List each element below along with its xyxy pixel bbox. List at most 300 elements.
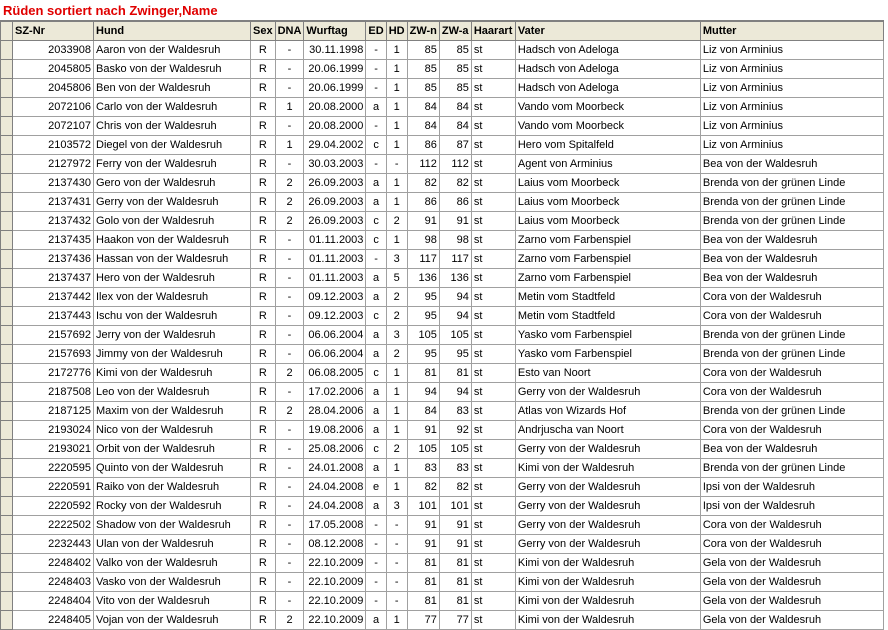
cell-zw-n[interactable]: 85 [407, 79, 439, 98]
cell-zw-a[interactable]: 112 [439, 155, 471, 174]
cell-haarart[interactable]: st [471, 117, 515, 136]
cell-haarart[interactable]: st [471, 60, 515, 79]
cell-mutter[interactable]: Cora von der Waldesruh [700, 535, 883, 554]
cell-sz-nr[interactable]: 2248405 [13, 611, 94, 630]
cell-vater[interactable]: Kimi von der Waldesruh [515, 554, 700, 573]
row-selector[interactable] [1, 307, 13, 326]
cell-ed[interactable]: - [366, 79, 386, 98]
table-row[interactable] [1, 402, 884, 421]
cell-mutter[interactable]: Gela von der Waldesruh [700, 554, 883, 573]
cell-wurftag[interactable]: 22.10.2009 [304, 554, 366, 573]
column-header-wurftag[interactable]: Wurftag [304, 22, 366, 41]
cell-dna[interactable]: - [275, 459, 304, 478]
cell-vater[interactable]: Kimi von der Waldesruh [515, 459, 700, 478]
column-header-zw-n[interactable]: ZW-n [407, 22, 439, 41]
table-row[interactable] [1, 136, 884, 155]
cell-hd[interactable]: 3 [386, 497, 407, 516]
cell-zw-a[interactable]: 101 [439, 497, 471, 516]
cell-zw-a[interactable]: 81 [439, 364, 471, 383]
cell-dna[interactable]: - [275, 155, 304, 174]
cell-zw-a[interactable]: 94 [439, 383, 471, 402]
cell-zw-n[interactable]: 81 [407, 592, 439, 611]
cell-dna[interactable]: - [275, 60, 304, 79]
row-selector[interactable] [1, 497, 13, 516]
cell-ed[interactable]: c [366, 364, 386, 383]
cell-vater[interactable]: Kimi von der Waldesruh [515, 573, 700, 592]
cell-sex[interactable]: R [251, 554, 276, 573]
cell-mutter[interactable]: Brenda von der grünen Linde [700, 212, 883, 231]
row-selector[interactable] [1, 193, 13, 212]
cell-dna[interactable]: - [275, 288, 304, 307]
cell-mutter[interactable]: Liz von Arminius [700, 60, 883, 79]
cell-hund[interactable]: Hero von der Waldesruh [94, 269, 251, 288]
cell-vater[interactable]: Gerry von der Waldesruh [515, 440, 700, 459]
cell-zw-a[interactable]: 84 [439, 98, 471, 117]
cell-wurftag[interactable]: 09.12.2003 [304, 288, 366, 307]
cell-vater[interactable]: Hadsch von Adeloga [515, 79, 700, 98]
cell-wurftag[interactable]: 08.12.2008 [304, 535, 366, 554]
cell-zw-a[interactable]: 136 [439, 269, 471, 288]
table-row[interactable] [1, 155, 884, 174]
cell-ed[interactable]: a [366, 459, 386, 478]
cell-ed[interactable]: c [366, 212, 386, 231]
cell-zw-n[interactable]: 84 [407, 98, 439, 117]
cell-ed[interactable]: - [366, 573, 386, 592]
cell-ed[interactable]: a [366, 421, 386, 440]
cell-dna[interactable]: 2 [275, 611, 304, 630]
cell-hd[interactable]: - [386, 155, 407, 174]
cell-hund[interactable]: Ilex von der Waldesruh [94, 288, 251, 307]
cell-sz-nr[interactable]: 2072107 [13, 117, 94, 136]
cell-zw-n[interactable]: 85 [407, 60, 439, 79]
cell-hund[interactable]: Ulan von der Waldesruh [94, 535, 251, 554]
row-selector[interactable] [1, 60, 13, 79]
row-selector[interactable] [1, 41, 13, 60]
cell-zw-a[interactable]: 82 [439, 174, 471, 193]
cell-haarart[interactable]: st [471, 516, 515, 535]
cell-dna[interactable]: - [275, 535, 304, 554]
cell-hund[interactable]: Hassan von der Waldesruh [94, 250, 251, 269]
cell-ed[interactable]: - [366, 41, 386, 60]
column-header-hund[interactable]: Hund [94, 22, 251, 41]
cell-sex[interactable]: R [251, 478, 276, 497]
cell-zw-a[interactable]: 85 [439, 60, 471, 79]
cell-zw-a[interactable]: 105 [439, 440, 471, 459]
cell-sz-nr[interactable]: 2157693 [13, 345, 94, 364]
cell-vater[interactable]: Gerry von der Waldesruh [515, 478, 700, 497]
cell-hd[interactable]: 1 [386, 459, 407, 478]
cell-wurftag[interactable]: 20.08.2000 [304, 98, 366, 117]
cell-vater[interactable]: Vando vom Moorbeck [515, 117, 700, 136]
cell-dna[interactable]: - [275, 573, 304, 592]
cell-sex[interactable]: R [251, 60, 276, 79]
table-row[interactable] [1, 459, 884, 478]
cell-haarart[interactable]: st [471, 497, 515, 516]
cell-haarart[interactable]: st [471, 364, 515, 383]
cell-zw-n[interactable]: 86 [407, 193, 439, 212]
cell-wurftag[interactable]: 01.11.2003 [304, 231, 366, 250]
cell-zw-n[interactable]: 91 [407, 516, 439, 535]
cell-ed[interactable]: c [366, 307, 386, 326]
cell-sz-nr[interactable]: 2248404 [13, 592, 94, 611]
cell-hund[interactable]: Nico von der Waldesruh [94, 421, 251, 440]
row-selector[interactable] [1, 117, 13, 136]
cell-vater[interactable]: Zarno vom Farbenspiel [515, 231, 700, 250]
row-selector[interactable] [1, 383, 13, 402]
cell-sex[interactable]: R [251, 79, 276, 98]
cell-vater[interactable]: Zarno vom Farbenspiel [515, 250, 700, 269]
cell-ed[interactable]: a [366, 497, 386, 516]
cell-wurftag[interactable]: 06.06.2004 [304, 345, 366, 364]
cell-hd[interactable]: 2 [386, 440, 407, 459]
row-selector[interactable] [1, 478, 13, 497]
cell-dna[interactable]: 2 [275, 402, 304, 421]
cell-haarart[interactable]: st [471, 345, 515, 364]
cell-zw-a[interactable]: 81 [439, 573, 471, 592]
cell-hd[interactable]: 2 [386, 212, 407, 231]
cell-haarart[interactable]: st [471, 326, 515, 345]
table-row[interactable] [1, 383, 884, 402]
cell-wurftag[interactable]: 20.08.2000 [304, 117, 366, 136]
table-row[interactable] [1, 212, 884, 231]
cell-hund[interactable]: Ben von der Waldesruh [94, 79, 251, 98]
row-selector[interactable] [1, 421, 13, 440]
row-selector[interactable] [1, 573, 13, 592]
cell-hd[interactable]: 1 [386, 117, 407, 136]
cell-sex[interactable]: R [251, 497, 276, 516]
table-row[interactable] [1, 250, 884, 269]
cell-sz-nr[interactable]: 2187508 [13, 383, 94, 402]
cell-vater[interactable]: Laius vom Moorbeck [515, 174, 700, 193]
row-selector[interactable] [1, 592, 13, 611]
cell-dna[interactable]: - [275, 326, 304, 345]
cell-mutter[interactable]: Bea von der Waldesruh [700, 231, 883, 250]
cell-zw-n[interactable]: 81 [407, 364, 439, 383]
cell-ed[interactable]: - [366, 554, 386, 573]
cell-zw-a[interactable]: 91 [439, 516, 471, 535]
cell-zw-a[interactable]: 87 [439, 136, 471, 155]
cell-sz-nr[interactable]: 2127972 [13, 155, 94, 174]
cell-sz-nr[interactable]: 2248403 [13, 573, 94, 592]
cell-vater[interactable]: Gerry von der Waldesruh [515, 497, 700, 516]
cell-sz-nr[interactable]: 2172776 [13, 364, 94, 383]
cell-haarart[interactable]: st [471, 307, 515, 326]
cell-mutter[interactable]: Liz von Arminius [700, 136, 883, 155]
cell-zw-a[interactable]: 94 [439, 288, 471, 307]
cell-zw-a[interactable]: 105 [439, 326, 471, 345]
table-row[interactable] [1, 611, 884, 630]
cell-haarart[interactable]: st [471, 136, 515, 155]
cell-hd[interactable]: 2 [386, 288, 407, 307]
column-header-sex[interactable]: Sex [251, 22, 276, 41]
row-selector[interactable] [1, 402, 13, 421]
cell-haarart[interactable]: st [471, 98, 515, 117]
table-row[interactable] [1, 326, 884, 345]
cell-sz-nr[interactable]: 2222502 [13, 516, 94, 535]
cell-zw-a[interactable]: 95 [439, 345, 471, 364]
cell-zw-a[interactable]: 98 [439, 231, 471, 250]
cell-haarart[interactable]: st [471, 478, 515, 497]
cell-sz-nr[interactable]: 2072106 [13, 98, 94, 117]
row-selector-header[interactable] [1, 22, 13, 41]
column-header-ed[interactable]: ED [366, 22, 386, 41]
cell-ed[interactable]: a [366, 402, 386, 421]
cell-hund[interactable]: Orbit von der Waldesruh [94, 440, 251, 459]
cell-ed[interactable]: a [366, 98, 386, 117]
cell-zw-n[interactable]: 81 [407, 554, 439, 573]
cell-haarart[interactable]: st [471, 41, 515, 60]
cell-wurftag[interactable]: 26.09.2003 [304, 212, 366, 231]
cell-dna[interactable]: - [275, 269, 304, 288]
cell-zw-n[interactable]: 101 [407, 497, 439, 516]
table-row[interactable] [1, 535, 884, 554]
cell-mutter[interactable]: Gela von der Waldesruh [700, 592, 883, 611]
cell-haarart[interactable]: st [471, 193, 515, 212]
cell-wurftag[interactable]: 25.08.2006 [304, 440, 366, 459]
cell-haarart[interactable]: st [471, 231, 515, 250]
cell-vater[interactable]: Hadsch von Adeloga [515, 60, 700, 79]
cell-wurftag[interactable]: 22.10.2009 [304, 573, 366, 592]
table-row[interactable] [1, 269, 884, 288]
column-header-sz-nr[interactable]: SZ-Nr [13, 22, 94, 41]
cell-wurftag[interactable]: 01.11.2003 [304, 269, 366, 288]
cell-zw-a[interactable]: 117 [439, 250, 471, 269]
cell-zw-n[interactable]: 91 [407, 535, 439, 554]
cell-zw-a[interactable]: 86 [439, 193, 471, 212]
cell-wurftag[interactable]: 29.04.2002 [304, 136, 366, 155]
cell-ed[interactable]: - [366, 535, 386, 554]
cell-sz-nr[interactable]: 2157692 [13, 326, 94, 345]
table-row[interactable] [1, 193, 884, 212]
cell-ed[interactable]: - [366, 60, 386, 79]
cell-sz-nr[interactable]: 2137443 [13, 307, 94, 326]
cell-hund[interactable]: Kimi von der Waldesruh [94, 364, 251, 383]
cell-zw-n[interactable]: 95 [407, 345, 439, 364]
cell-haarart[interactable]: st [471, 79, 515, 98]
cell-hund[interactable]: Chris von der Waldesruh [94, 117, 251, 136]
cell-vater[interactable]: Kimi von der Waldesruh [515, 592, 700, 611]
cell-zw-a[interactable]: 83 [439, 402, 471, 421]
cell-haarart[interactable]: st [471, 554, 515, 573]
cell-sex[interactable]: R [251, 250, 276, 269]
cell-dna[interactable]: - [275, 440, 304, 459]
cell-sex[interactable]: R [251, 174, 276, 193]
cell-zw-n[interactable]: 81 [407, 573, 439, 592]
cell-sz-nr[interactable]: 2137437 [13, 269, 94, 288]
cell-dna[interactable]: - [275, 478, 304, 497]
cell-ed[interactable]: a [366, 611, 386, 630]
cell-wurftag[interactable]: 17.05.2008 [304, 516, 366, 535]
row-selector[interactable] [1, 174, 13, 193]
cell-zw-a[interactable]: 84 [439, 117, 471, 136]
cell-sex[interactable]: R [251, 155, 276, 174]
cell-hd[interactable]: 1 [386, 383, 407, 402]
cell-sex[interactable]: R [251, 136, 276, 155]
row-selector[interactable] [1, 440, 13, 459]
cell-dna[interactable]: 2 [275, 364, 304, 383]
cell-zw-a[interactable]: 91 [439, 535, 471, 554]
table-row[interactable] [1, 98, 884, 117]
cell-zw-n[interactable]: 94 [407, 383, 439, 402]
cell-mutter[interactable]: Cora von der Waldesruh [700, 364, 883, 383]
cell-vater[interactable]: Yasko vom Farbenspiel [515, 345, 700, 364]
table-row[interactable] [1, 41, 884, 60]
table-row[interactable] [1, 440, 884, 459]
cell-mutter[interactable]: Gela von der Waldesruh [700, 573, 883, 592]
cell-zw-n[interactable]: 91 [407, 421, 439, 440]
cell-sz-nr[interactable]: 2045806 [13, 79, 94, 98]
cell-hund[interactable]: Vojan von der Waldesruh [94, 611, 251, 630]
cell-haarart[interactable]: st [471, 288, 515, 307]
cell-zw-n[interactable]: 86 [407, 136, 439, 155]
cell-wurftag[interactable]: 30.03.2003 [304, 155, 366, 174]
cell-hund[interactable]: Diegel von der Waldesruh [94, 136, 251, 155]
cell-wurftag[interactable]: 19.08.2006 [304, 421, 366, 440]
cell-dna[interactable]: 2 [275, 174, 304, 193]
cell-haarart[interactable]: st [471, 459, 515, 478]
cell-dna[interactable]: - [275, 554, 304, 573]
cell-mutter[interactable]: Brenda von der grünen Linde [700, 402, 883, 421]
cell-hd[interactable]: - [386, 535, 407, 554]
column-header-dna[interactable]: DNA [275, 22, 304, 41]
cell-wurftag[interactable]: 26.09.2003 [304, 193, 366, 212]
cell-mutter[interactable]: Cora von der Waldesruh [700, 383, 883, 402]
row-selector[interactable] [1, 345, 13, 364]
row-selector[interactable] [1, 364, 13, 383]
cell-hund[interactable]: Aaron von der Waldesruh [94, 41, 251, 60]
table-row[interactable] [1, 60, 884, 79]
cell-sz-nr[interactable]: 2187125 [13, 402, 94, 421]
row-selector[interactable] [1, 231, 13, 250]
cell-haarart[interactable]: st [471, 174, 515, 193]
cell-wurftag[interactable]: 28.04.2006 [304, 402, 366, 421]
cell-mutter[interactable]: Bea von der Waldesruh [700, 440, 883, 459]
cell-haarart[interactable]: st [471, 421, 515, 440]
cell-mutter[interactable]: Brenda von der grünen Linde [700, 193, 883, 212]
cell-vater[interactable]: Gerry von der Waldesruh [515, 535, 700, 554]
table-row[interactable] [1, 79, 884, 98]
row-selector[interactable] [1, 459, 13, 478]
table-row[interactable] [1, 516, 884, 535]
table-row[interactable] [1, 592, 884, 611]
cell-hd[interactable]: 3 [386, 250, 407, 269]
cell-wurftag[interactable]: 30.11.1998 [304, 41, 366, 60]
column-header-mutter[interactable]: Mutter [700, 22, 883, 41]
cell-sex[interactable]: R [251, 269, 276, 288]
cell-hund[interactable]: Rocky von der Waldesruh [94, 497, 251, 516]
cell-hd[interactable]: 2 [386, 345, 407, 364]
column-header-vater[interactable]: Vater [515, 22, 700, 41]
cell-sz-nr[interactable]: 2193021 [13, 440, 94, 459]
cell-vater[interactable]: Esto van Noort [515, 364, 700, 383]
cell-ed[interactable]: c [366, 231, 386, 250]
cell-ed[interactable]: - [366, 117, 386, 136]
row-selector[interactable] [1, 212, 13, 231]
cell-mutter[interactable]: Bea von der Waldesruh [700, 250, 883, 269]
cell-hd[interactable]: 1 [386, 174, 407, 193]
cell-zw-a[interactable]: 92 [439, 421, 471, 440]
cell-hund[interactable]: Shadow von der Waldesruh [94, 516, 251, 535]
cell-mutter[interactable]: Cora von der Waldesruh [700, 307, 883, 326]
cell-zw-n[interactable]: 84 [407, 117, 439, 136]
table-row[interactable] [1, 174, 884, 193]
cell-dna[interactable]: - [275, 231, 304, 250]
row-selector[interactable] [1, 250, 13, 269]
cell-haarart[interactable]: st [471, 269, 515, 288]
cell-sex[interactable]: R [251, 535, 276, 554]
cell-zw-n[interactable]: 95 [407, 307, 439, 326]
cell-ed[interactable]: a [366, 326, 386, 345]
cell-wurftag[interactable]: 09.12.2003 [304, 307, 366, 326]
cell-hd[interactable]: 3 [386, 326, 407, 345]
cell-dna[interactable]: - [275, 383, 304, 402]
cell-sex[interactable]: R [251, 516, 276, 535]
cell-hd[interactable]: - [386, 554, 407, 573]
cell-zw-a[interactable]: 94 [439, 307, 471, 326]
cell-ed[interactable]: - [366, 250, 386, 269]
cell-hund[interactable]: Gero von der Waldesruh [94, 174, 251, 193]
cell-dna[interactable]: 1 [275, 136, 304, 155]
cell-ed[interactable]: c [366, 136, 386, 155]
cell-hund[interactable]: Haakon von der Waldesruh [94, 231, 251, 250]
row-selector[interactable] [1, 79, 13, 98]
cell-mutter[interactable]: Cora von der Waldesruh [700, 288, 883, 307]
cell-hd[interactable]: 1 [386, 79, 407, 98]
cell-zw-n[interactable]: 82 [407, 478, 439, 497]
cell-wurftag[interactable]: 17.02.2006 [304, 383, 366, 402]
cell-sex[interactable]: R [251, 288, 276, 307]
cell-sex[interactable]: R [251, 364, 276, 383]
cell-vater[interactable]: Atlas von Wizards Hof [515, 402, 700, 421]
cell-haarart[interactable]: st [471, 535, 515, 554]
cell-hund[interactable]: Carlo von der Waldesruh [94, 98, 251, 117]
cell-ed[interactable]: - [366, 592, 386, 611]
cell-zw-a[interactable]: 83 [439, 459, 471, 478]
cell-haarart[interactable]: st [471, 212, 515, 231]
table-row[interactable] [1, 478, 884, 497]
cell-hd[interactable]: - [386, 592, 407, 611]
row-selector[interactable] [1, 155, 13, 174]
row-selector[interactable] [1, 516, 13, 535]
cell-zw-a[interactable]: 81 [439, 592, 471, 611]
cell-haarart[interactable]: st [471, 440, 515, 459]
cell-dna[interactable]: 2 [275, 212, 304, 231]
cell-hd[interactable]: 1 [386, 364, 407, 383]
cell-vater[interactable]: Laius vom Moorbeck [515, 212, 700, 231]
cell-sex[interactable]: R [251, 421, 276, 440]
cell-hund[interactable]: Raiko von der Waldesruh [94, 478, 251, 497]
cell-hund[interactable]: Jerry von der Waldesruh [94, 326, 251, 345]
cell-dna[interactable]: - [275, 421, 304, 440]
cell-hd[interactable]: 1 [386, 402, 407, 421]
cell-vater[interactable]: Andrjuscha van Noort [515, 421, 700, 440]
cell-ed[interactable]: e [366, 478, 386, 497]
cell-hd[interactable]: 1 [386, 41, 407, 60]
cell-vater[interactable]: Vando vom Moorbeck [515, 98, 700, 117]
cell-zw-a[interactable]: 82 [439, 478, 471, 497]
cell-haarart[interactable]: st [471, 250, 515, 269]
column-header-hd[interactable]: HD [386, 22, 407, 41]
cell-hd[interactable]: 1 [386, 98, 407, 117]
cell-sz-nr[interactable]: 2232443 [13, 535, 94, 554]
cell-dna[interactable]: - [275, 79, 304, 98]
table-row[interactable] [1, 421, 884, 440]
cell-haarart[interactable]: st [471, 383, 515, 402]
cell-sz-nr[interactable]: 2220592 [13, 497, 94, 516]
cell-vater[interactable]: Hadsch von Adeloga [515, 41, 700, 60]
cell-sex[interactable]: R [251, 212, 276, 231]
cell-dna[interactable]: 1 [275, 98, 304, 117]
